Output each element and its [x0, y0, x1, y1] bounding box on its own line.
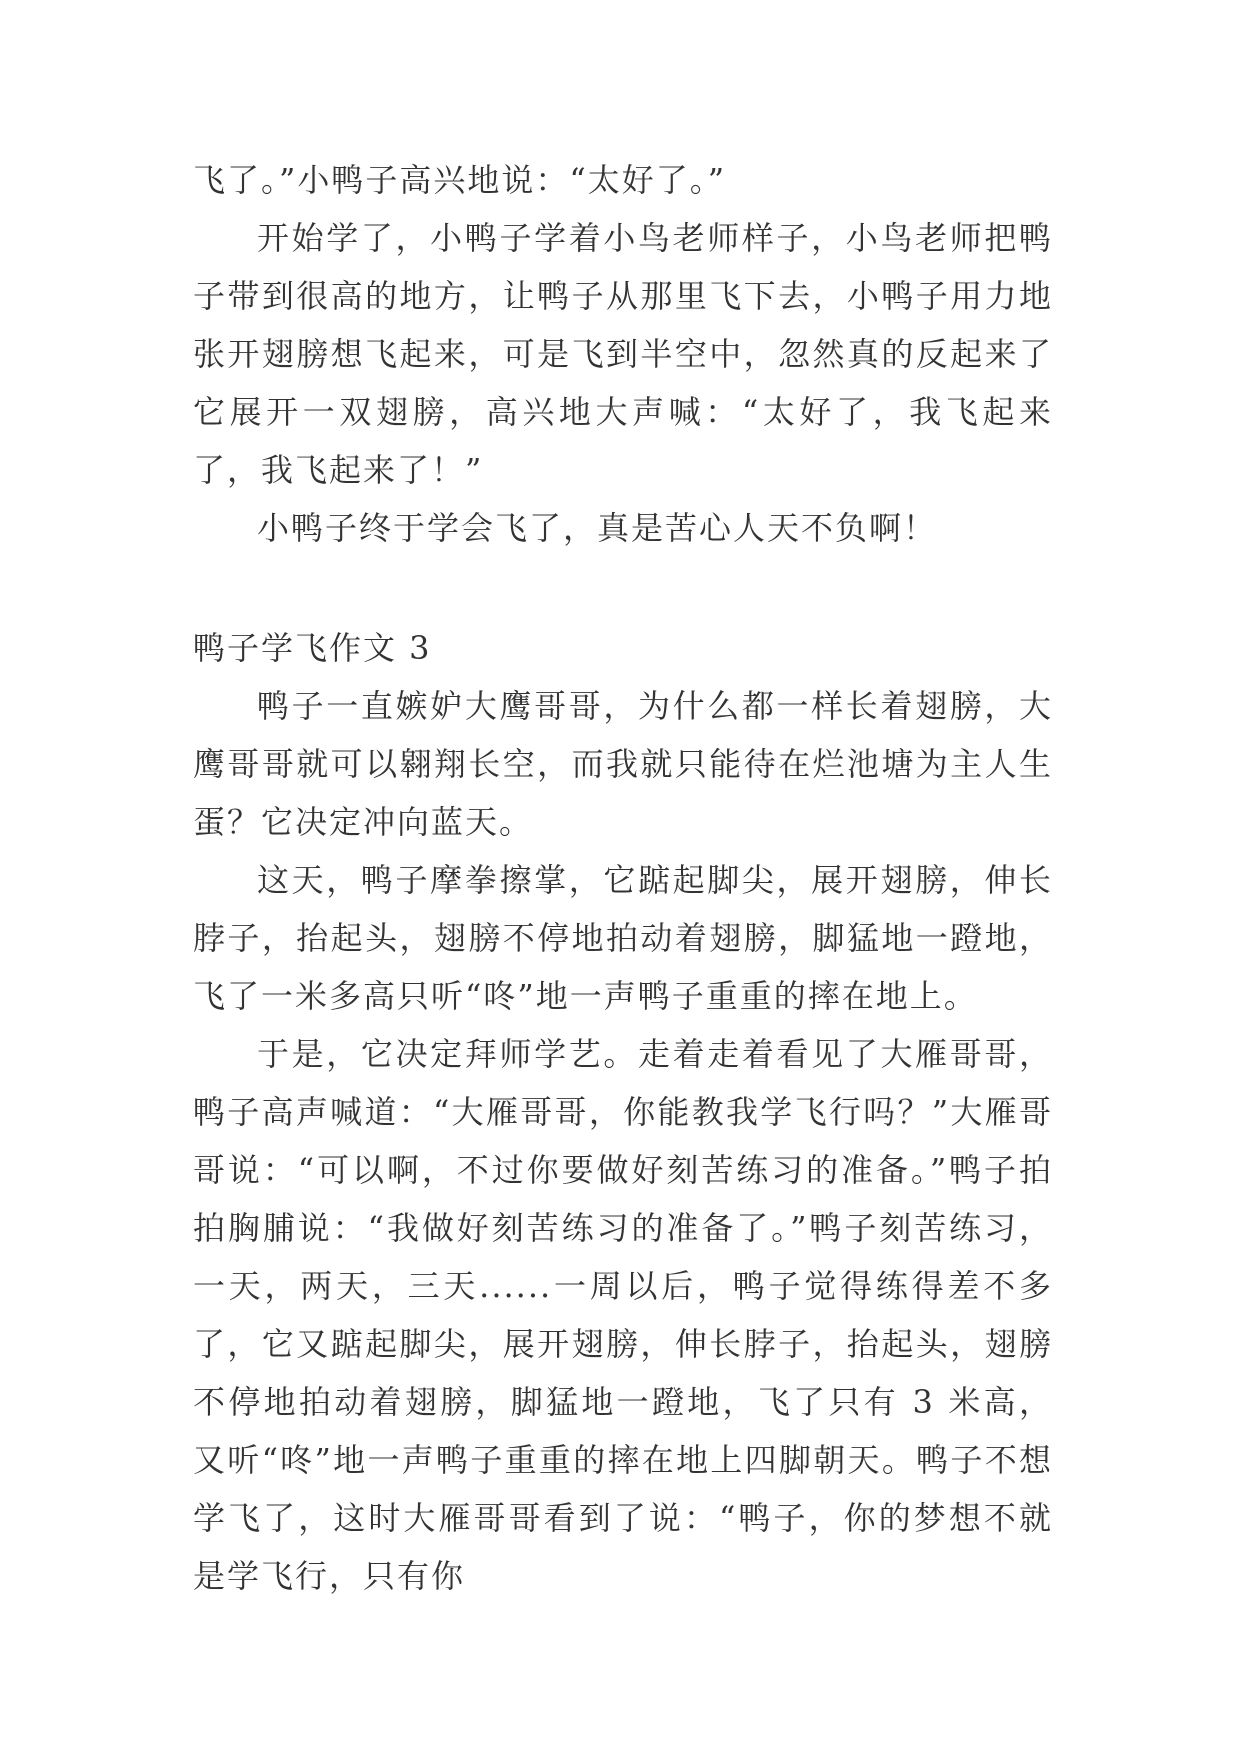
paragraph: 鸭子一直嫉妒大鹰哥哥，为什么都一样长着翅膀，大鹰哥哥就可以翱翔长空，而我就只能待在烂池塘为主人生蛋？它决定冲向蓝天。	[193, 687, 1053, 841]
paragraph-continuation: 飞了。”小鸭子高兴地说：“太好了。”	[193, 161, 727, 199]
paragraph: 于是，它决定拜师学艺。走着走着看见了大雁哥哥，鸭子高声喊道：“大雁哥哥，你能教我学飞行吗？”大雁哥哥说：“可以啊，不过你要做好刻苦练习的准备。”鸭子拍拍胸脯说：“我做好刻苦练习的准备了。”鸭子刻苦练习，一天，两天，三天......一周以后，鸭子觉得练得差不多了，它又踮起脚尖，展开翅膀，伸长脖子，抬起头，翅膀不停地拍动着翅膀，脚猛地一蹬地，飞了只有 3 米高，又听“咚”地一声鸭子重重的摔在地上四脚朝天。鸭子不想学飞了，这时大雁哥哥看到了说：“鸭子，你的梦想不就是学飞行，只有你	[193, 1035, 1053, 1595]
section-title: 鸭子学飞作文 3	[193, 629, 432, 667]
document-body	[193, 151, 1053, 1605]
paragraph: 小鸭子终于学会飞了，真是苦心人天不负啊！	[257, 509, 938, 547]
paragraph: 这天，鸭子摩拳擦掌，它踮起脚尖，展开翅膀，伸长脖子，抬起头，翅膀不停地拍动着翅膀，脚猛地一蹬地，飞了一米多高只听“咚”地一声鸭子重重的摔在地上。	[193, 861, 1053, 1015]
paragraph: 开始学了，小鸭子学着小鸟老师样子，小鸟老师把鸭子带到很高的地方，让鸭子从那里飞下去，小鸭子用力地张开翅膀想飞起来，可是飞到半空中，忽然真的反起来了它展开一双翅膀，高兴地大声喊：“太好了，我飞起来了，我飞起来了！”	[193, 219, 1053, 489]
